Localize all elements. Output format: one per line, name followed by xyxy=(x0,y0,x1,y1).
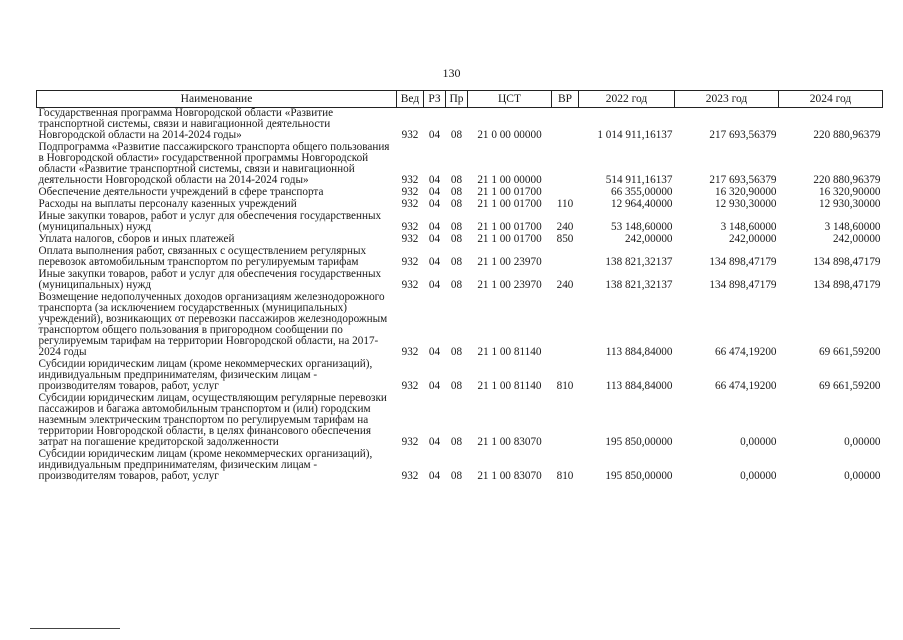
header-ved: Вед xyxy=(397,91,424,108)
row-ved: 932 xyxy=(401,279,419,291)
row-pr: 08 xyxy=(450,380,463,392)
row-ved: 932 xyxy=(401,174,419,186)
row-pr: 08 xyxy=(450,256,463,268)
row-2022: 242,00000 xyxy=(624,233,673,245)
row-rz: 04 xyxy=(428,256,441,268)
row-name: Субсидии юридическим лицам, осуществляющим регулярные перевозки пассажиров и багажа автомобильным транспортом и (или) городским наземным электрическим транспортом по регулируемым тарифам на территории Новгородской области, в целях финансового обеспечения затрат на погашение кредиторской задолженности xyxy=(38,392,387,448)
budget-table xyxy=(36,90,883,483)
row-ved: 932 xyxy=(401,436,419,448)
row-2024: 69 661,59200 xyxy=(818,346,881,358)
row-2024: 134 898,47179 xyxy=(813,279,881,291)
row-2022: 514 911,16137 xyxy=(605,174,673,186)
row-cst: 21 1 00 81140 xyxy=(477,380,542,392)
row-pr: 08 xyxy=(450,221,463,233)
row-cst: 21 1 00 01700 xyxy=(477,221,542,233)
row-vr xyxy=(552,142,579,187)
table-row xyxy=(37,142,883,187)
table-row xyxy=(37,108,883,143)
row-ved: 932 xyxy=(401,186,419,198)
row-ved: 932 xyxy=(401,380,419,392)
row-name: Расходы на выплаты персоналу казенных учреждений xyxy=(38,198,297,210)
row-ved: 932 xyxy=(401,470,419,482)
row-pr: 08 xyxy=(450,436,463,448)
row-cst: 21 1 00 23970 xyxy=(477,279,542,291)
row-cst: 21 1 00 83070 xyxy=(477,436,542,448)
row-rz: 04 xyxy=(428,198,441,210)
row-2024: 12 930,30000 xyxy=(818,198,881,210)
header-name: Наименование xyxy=(37,91,397,108)
row-ved: 932 xyxy=(401,346,419,358)
row-rz: 04 xyxy=(428,221,441,233)
row-pr: 08 xyxy=(450,186,463,198)
row-ved: 932 xyxy=(401,221,419,233)
table-row xyxy=(37,211,883,234)
row-cst: 21 1 00 00000 xyxy=(477,174,542,186)
header-pr: Пр xyxy=(446,91,468,108)
row-2024: 242,00000 xyxy=(832,233,881,245)
row-2022: 195 850,00000 xyxy=(605,470,673,482)
row-2023: 3 148,60000 xyxy=(720,221,777,233)
row-name: Возмещение недополученных доходов организациям железнодорожного транспорта (за исключением государственных (муниципальных) учреждений), возникающих от перевозки пассажиров железнодорожным транспортом общего пользования в пригородном сообщении по регулируемым тарифам на территории Новгородской области, на 2017-2024 годы xyxy=(38,291,388,358)
row-2024: 16 320,90000 xyxy=(818,186,881,198)
row-2024: 0,00000 xyxy=(844,436,881,448)
row-2023: 217 693,56379 xyxy=(709,129,777,141)
header-rz: РЗ xyxy=(424,91,446,108)
row-2022: 12 964,40000 xyxy=(610,198,673,210)
row-2022: 195 850,00000 xyxy=(605,436,673,448)
row-name: Обеспечение деятельности учреждений в сфере транспорта xyxy=(38,186,324,198)
row-vr: 850 xyxy=(556,233,574,245)
row-ved: 932 xyxy=(401,256,419,268)
row-name: Субсидии юридическим лицам (кроме некоммерческих организаций), индивидуальным предпринимателям, физическим лицам - производителям товаров, работ, услуг xyxy=(38,358,373,392)
row-2023: 12 930,30000 xyxy=(714,198,777,210)
row-rz: 04 xyxy=(428,346,441,358)
row-2023: 0,00000 xyxy=(740,470,777,482)
page-number: 130 xyxy=(442,66,461,80)
row-vr: 240 xyxy=(556,221,574,233)
row-2022: 66 355,00000 xyxy=(610,186,673,198)
row-cst: 21 1 00 01700 xyxy=(477,186,542,198)
header-2024: 2024 год xyxy=(779,91,883,108)
row-pr: 08 xyxy=(450,279,463,291)
row-2023: 0,00000 xyxy=(740,436,777,448)
row-vr: 810 xyxy=(556,470,574,482)
header-cst: ЦСТ xyxy=(468,91,552,108)
table-header-row xyxy=(37,91,883,108)
row-rz: 04 xyxy=(428,436,441,448)
row-2024: 3 148,60000 xyxy=(824,221,881,233)
row-cst: 21 0 00 00000 xyxy=(477,129,542,141)
header-vr: ВР xyxy=(552,91,579,108)
row-ved: 932 xyxy=(401,233,419,245)
row-rz: 04 xyxy=(428,470,441,482)
row-2022: 138 821,32137 xyxy=(605,256,673,268)
row-2023: 242,00000 xyxy=(728,233,777,245)
row-name: Государственная программа Новгородской области «Развитие транспортной системы, связи и навигационной деятельности Новгородской области на 2014-2024 годы» xyxy=(38,107,334,141)
row-2022: 113 884,84000 xyxy=(605,346,673,358)
row-2022: 1 014 911,16137 xyxy=(597,129,673,141)
row-name: Подпрограмма «Развитие пассажирского транспорта общего пользования в Новгородской области» государственной программы Новгородской области «Развитие транспортной системы, связи и навигационной деятельности Новгородской области на 2014-2024 годы» xyxy=(38,141,390,186)
row-pr: 08 xyxy=(450,129,463,141)
row-pr: 08 xyxy=(450,470,463,482)
row-cst: 21 1 00 81140 xyxy=(477,346,542,358)
row-ved: 932 xyxy=(401,198,419,210)
table-row xyxy=(37,449,883,483)
header-2023: 2023 год xyxy=(675,91,779,108)
row-2024: 220 880,96379 xyxy=(813,129,881,141)
row-ved: 932 xyxy=(401,129,419,141)
row-rz: 04 xyxy=(428,174,441,186)
row-2024: 69 661,59200 xyxy=(818,380,881,392)
table-row xyxy=(37,393,883,449)
footnote-rule xyxy=(30,628,120,629)
row-vr: 110 xyxy=(556,198,574,210)
row-name: Оплата выполнения работ, связанных с осуществлением регулярных перевозок автомобильным транспортом по регулируемым тарифам xyxy=(38,245,367,268)
row-cst: 21 1 00 83070 xyxy=(477,470,542,482)
row-2023: 134 898,47179 xyxy=(709,279,777,291)
row-vr xyxy=(552,108,579,143)
row-name: Субсидии юридическим лицам (кроме некоммерческих организаций), индивидуальным предпринимателям, физическим лицам - производителям товаров, работ, услуг xyxy=(38,448,373,482)
row-2023: 66 474,19200 xyxy=(714,346,777,358)
row-2023: 66 474,19200 xyxy=(714,380,777,392)
row-vr xyxy=(552,246,579,269)
row-2023: 16 320,90000 xyxy=(714,186,777,198)
table-row xyxy=(37,269,883,292)
row-rz: 04 xyxy=(428,186,441,198)
table-row xyxy=(37,292,883,359)
row-rz: 04 xyxy=(428,129,441,141)
row-2022: 53 148,60000 xyxy=(610,221,673,233)
row-vr: 240 xyxy=(556,279,574,291)
row-2023: 134 898,47179 xyxy=(709,256,777,268)
row-pr: 08 xyxy=(450,198,463,210)
row-2023: 217 693,56379 xyxy=(709,174,777,186)
row-2022: 113 884,84000 xyxy=(605,380,673,392)
row-2022: 138 821,32137 xyxy=(605,279,673,291)
header-2022: 2022 год xyxy=(579,91,675,108)
table-row xyxy=(37,246,883,269)
row-cst: 21 1 00 23970 xyxy=(477,256,542,268)
row-vr: 810 xyxy=(556,380,574,392)
row-rz: 04 xyxy=(428,380,441,392)
row-2024: 134 898,47179 xyxy=(813,256,881,268)
row-pr: 08 xyxy=(450,174,463,186)
row-vr xyxy=(552,292,579,359)
row-pr: 08 xyxy=(450,233,463,245)
row-name: Уплата налогов, сборов и иных платежей xyxy=(38,233,235,245)
table-row xyxy=(37,359,883,393)
row-name: Иные закупки товаров, работ и услуг для обеспечения государственных (муниципальных) нужд xyxy=(38,210,382,233)
row-pr: 08 xyxy=(450,346,463,358)
row-vr xyxy=(552,393,579,449)
row-2024: 0,00000 xyxy=(844,470,881,482)
row-rz: 04 xyxy=(428,233,441,245)
row-2024: 220 880,96379 xyxy=(813,174,881,186)
row-cst: 21 1 00 01700 xyxy=(477,198,542,210)
row-rz: 04 xyxy=(428,279,441,291)
row-cst: 21 1 00 01700 xyxy=(477,233,542,245)
row-name: Иные закупки товаров, работ и услуг для обеспечения государственных (муниципальных) нужд xyxy=(38,268,382,291)
